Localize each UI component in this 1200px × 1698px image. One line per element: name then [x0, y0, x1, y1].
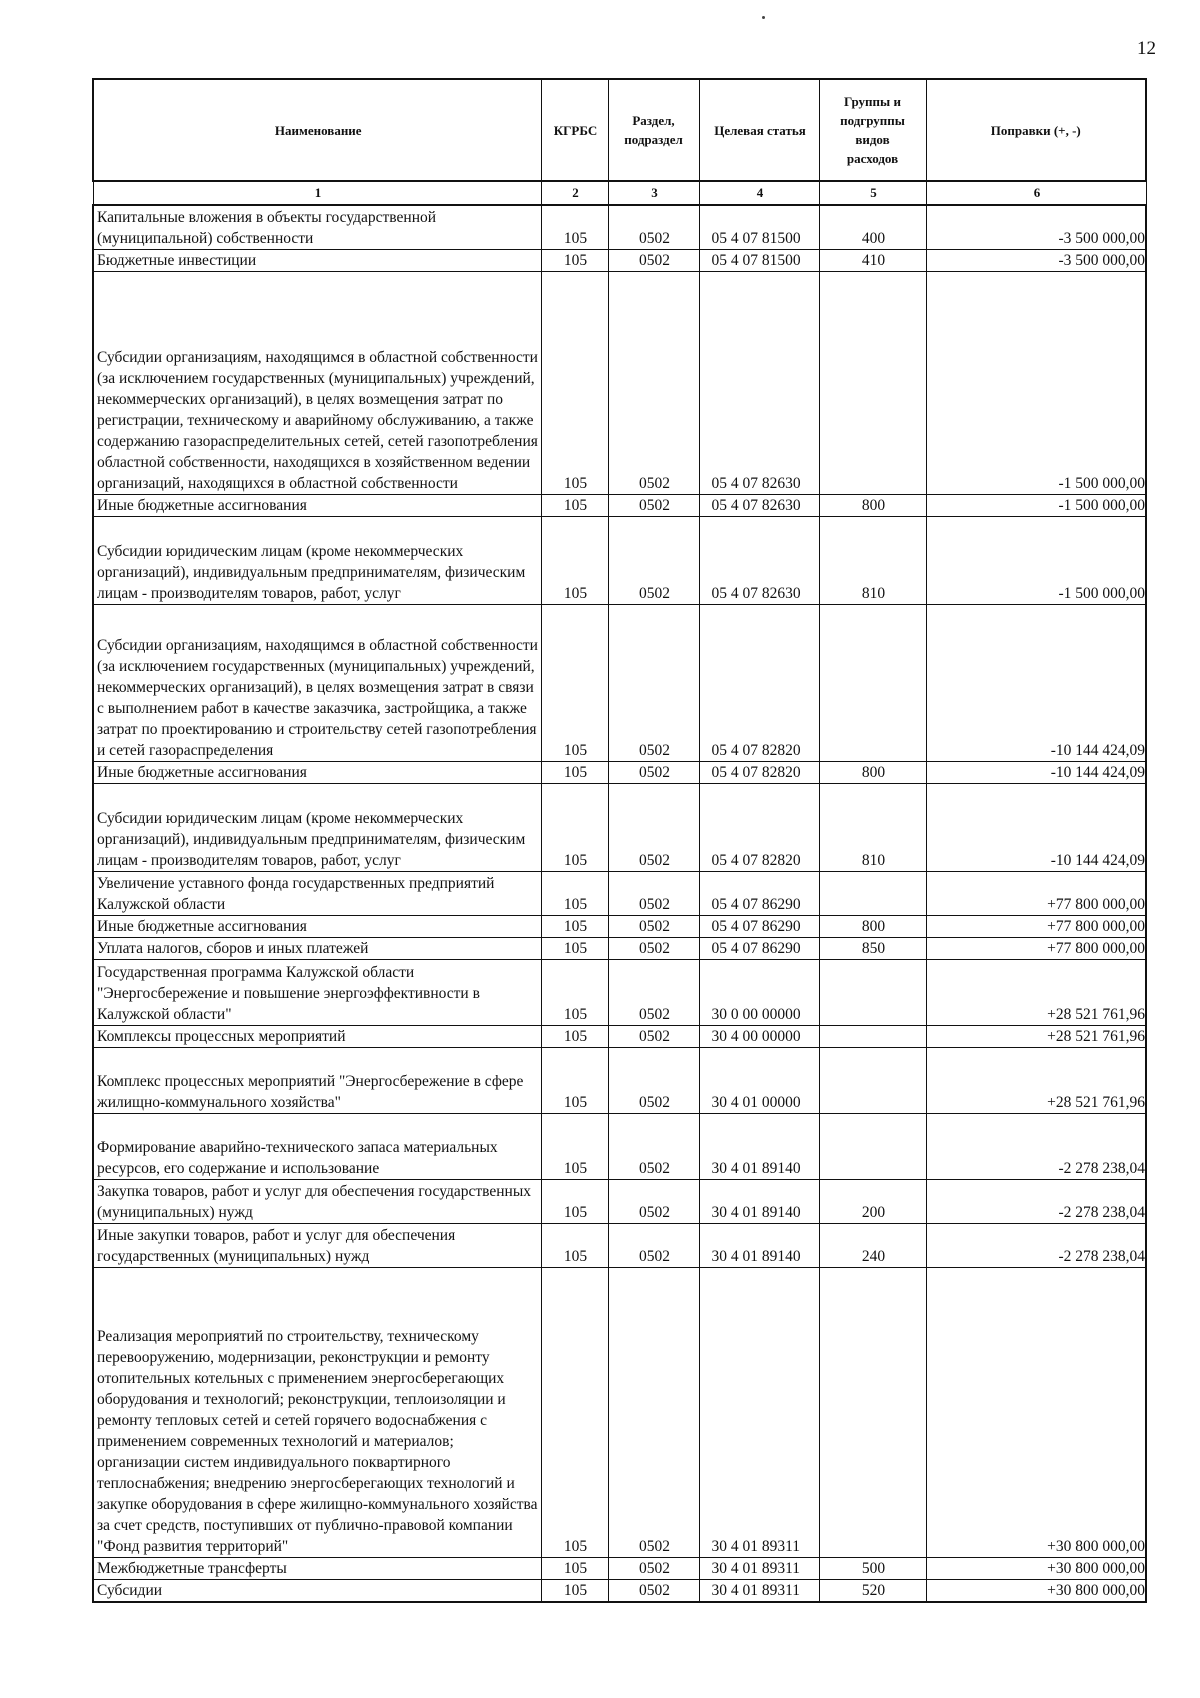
row-name: Капитальные вложения в объекты государственной (муниципальной) собственности: [93, 205, 541, 249]
row-name: Бюджетные инвестиции: [93, 249, 541, 271]
row-group: [819, 1025, 926, 1047]
column-number: 5: [819, 181, 926, 205]
row-target: 05 4 07 81500: [699, 205, 819, 249]
row-name: Иные закупки товаров, работ и услуг для обеспечения государственных (муниципальных) нужд: [93, 1223, 541, 1267]
row-section: 0502: [608, 783, 699, 871]
row-kgrbs: 105: [541, 1579, 608, 1602]
row-group: [819, 1113, 926, 1179]
table-row: [93, 604, 1146, 761]
row-section: 0502: [608, 937, 699, 959]
column-number: 2: [541, 181, 608, 205]
row-amount: -10 144 424,09: [926, 604, 1146, 761]
table-row: [93, 1113, 1146, 1179]
row-target: 05 4 07 82820: [699, 604, 819, 761]
row-name: Субсидии организациям, находящимся в областной собственности (за исключением государственных (муниципальных) учреждений, некоммерческих организаций), в целях возмещения затрат в связи с выполнением работ в качестве заказчика, застройщика, а также затрат по проектированию и строительству сетей газопотребления и сетей газораспределения: [93, 604, 541, 761]
row-section: 0502: [608, 1579, 699, 1602]
row-group: 520: [819, 1579, 926, 1602]
row-section: 0502: [608, 1179, 699, 1223]
table-row: [93, 494, 1146, 516]
table-row: [93, 871, 1146, 915]
table-row: [93, 1223, 1146, 1267]
row-kgrbs: 105: [541, 494, 608, 516]
table-row: [93, 205, 1146, 249]
row-group: 200: [819, 1179, 926, 1223]
header-target: Целевая статья: [699, 79, 819, 181]
header-amount: Поправки (+, -): [926, 79, 1146, 181]
row-kgrbs: 105: [541, 937, 608, 959]
row-section: 0502: [608, 915, 699, 937]
header-group: Группы и подгруппы видов расходов: [819, 79, 926, 181]
row-group: 800: [819, 915, 926, 937]
row-target: 30 4 01 89311: [699, 1557, 819, 1579]
row-target: 05 4 07 86290: [699, 871, 819, 915]
row-section: 0502: [608, 1025, 699, 1047]
column-number: 1: [93, 181, 541, 205]
budget-table: [92, 78, 1147, 1603]
row-name: Межбюджетные трансферты: [93, 1557, 541, 1579]
row-group: 810: [819, 516, 926, 604]
row-target: 05 4 07 86290: [699, 915, 819, 937]
row-kgrbs: 105: [541, 604, 608, 761]
row-kgrbs: 105: [541, 1025, 608, 1047]
row-group: [819, 1267, 926, 1557]
table-row: [93, 1179, 1146, 1223]
row-name: Иные бюджетные ассигнования: [93, 761, 541, 783]
row-name: Закупка товаров, работ и услуг для обеспечения государственных (муниципальных) нужд: [93, 1179, 541, 1223]
row-amount: -1 500 000,00: [926, 516, 1146, 604]
row-section: 0502: [608, 1223, 699, 1267]
scan-dot: [762, 16, 765, 19]
row-kgrbs: 105: [541, 783, 608, 871]
column-number: 6: [926, 181, 1146, 205]
row-group: [819, 604, 926, 761]
row-amount: +28 521 761,96: [926, 959, 1146, 1025]
table-row: [93, 761, 1146, 783]
row-section: 0502: [608, 604, 699, 761]
row-amount: +30 800 000,00: [926, 1557, 1146, 1579]
row-kgrbs: 105: [541, 205, 608, 249]
row-name: Государственная программа Калужской области "Энергосбережение и повышение энергоэффективности в Калужской области": [93, 959, 541, 1025]
row-target: 05 4 07 82820: [699, 783, 819, 871]
row-kgrbs: 105: [541, 1267, 608, 1557]
page-number: 12: [1137, 38, 1156, 59]
row-section: 0502: [608, 1557, 699, 1579]
row-target: 30 4 01 89140: [699, 1179, 819, 1223]
table-row: [93, 1267, 1146, 1557]
row-section: 0502: [608, 494, 699, 516]
column-number: 4: [699, 181, 819, 205]
row-amount: -3 500 000,00: [926, 249, 1146, 271]
row-amount: -10 144 424,09: [926, 761, 1146, 783]
row-amount: -10 144 424,09: [926, 783, 1146, 871]
column-number: 3: [608, 181, 699, 205]
table-row: [93, 1025, 1146, 1047]
row-section: 0502: [608, 271, 699, 494]
row-group: [819, 271, 926, 494]
row-amount: -1 500 000,00: [926, 271, 1146, 494]
row-target: 30 4 00 00000: [699, 1025, 819, 1047]
row-name: Комплексы процессных мероприятий: [93, 1025, 541, 1047]
row-kgrbs: 105: [541, 271, 608, 494]
row-section: 0502: [608, 1267, 699, 1557]
row-group: [819, 871, 926, 915]
row-name: Иные бюджетные ассигнования: [93, 494, 541, 516]
row-name: Формирование аварийно-технического запаса материальных ресурсов, его содержание и использование: [93, 1113, 541, 1179]
row-kgrbs: 105: [541, 1047, 608, 1113]
table-row: [93, 516, 1146, 604]
row-target: 30 0 00 00000: [699, 959, 819, 1025]
column-number-row: [93, 181, 1146, 205]
row-amount: +77 800 000,00: [926, 915, 1146, 937]
row-kgrbs: 105: [541, 1179, 608, 1223]
row-amount: -2 278 238,04: [926, 1179, 1146, 1223]
table-row: [93, 249, 1146, 271]
row-group: 240: [819, 1223, 926, 1267]
row-section: 0502: [608, 249, 699, 271]
row-kgrbs: 105: [541, 249, 608, 271]
row-target: 05 4 07 81500: [699, 249, 819, 271]
row-name: Увеличение уставного фонда государственных предприятий Калужской области: [93, 871, 541, 915]
row-amount: +77 800 000,00: [926, 937, 1146, 959]
row-kgrbs: 105: [541, 1557, 608, 1579]
table-row: [93, 915, 1146, 937]
row-group: [819, 1047, 926, 1113]
row-group: [819, 959, 926, 1025]
table-row: [93, 1557, 1146, 1579]
row-amount: +30 800 000,00: [926, 1267, 1146, 1557]
row-amount: -1 500 000,00: [926, 494, 1146, 516]
header-section: Раздел, подраздел: [608, 79, 699, 181]
row-target: 30 4 01 89140: [699, 1113, 819, 1179]
row-name: Субсидии юридическим лицам (кроме некоммерческих организаций), индивидуальным предпринимателям, физическим лицам - производителям товаров, работ, услуг: [93, 783, 541, 871]
row-amount: -3 500 000,00: [926, 205, 1146, 249]
row-group: 850: [819, 937, 926, 959]
row-name: Комплекс процессных мероприятий "Энергосбережение в сфере жилищно-коммунального хозяйства": [93, 1047, 541, 1113]
row-target: 30 4 01 00000: [699, 1047, 819, 1113]
row-target: 05 4 07 82630: [699, 271, 819, 494]
row-name: Субсидии: [93, 1579, 541, 1602]
table-row: [93, 271, 1146, 494]
table-row: [93, 1047, 1146, 1113]
row-amount: -2 278 238,04: [926, 1223, 1146, 1267]
header-row: [93, 79, 1146, 181]
row-target: 05 4 07 82630: [699, 516, 819, 604]
row-target: 30 4 01 89140: [699, 1223, 819, 1267]
row-group: 800: [819, 761, 926, 783]
row-name: Субсидии юридическим лицам (кроме некоммерческих организаций), индивидуальным предпринимателям, физическим лицам - производителям товаров, работ, услуг: [93, 516, 541, 604]
row-group: 810: [819, 783, 926, 871]
row-name: Реализация мероприятий по строительству, техническому перевооружению, модернизации, реконструкции и ремонту отопительных котельных с применением энергосберегающих оборудования и технологий; реконструкции, теплоизоляции и ремонту тепловых сетей и сетей горячего водоснабжения с применением современных технологий и материалов; организации систем индивидуального поквартирного теплоснабжения; внедрению энергосберегающих технологий и закупке оборудования в сфере жилищно-коммунального хозяйства за счет средств, поступивших от публично-правовой компании "Фонд развития территорий": [93, 1267, 541, 1557]
row-target: 05 4 07 82820: [699, 761, 819, 783]
table-row: [93, 1579, 1146, 1602]
table-row: [93, 937, 1146, 959]
row-section: 0502: [608, 959, 699, 1025]
row-amount: +28 521 761,96: [926, 1047, 1146, 1113]
row-kgrbs: 105: [541, 959, 608, 1025]
row-name: Иные бюджетные ассигнования: [93, 915, 541, 937]
header-kgrbs: КГРБС: [541, 79, 608, 181]
row-section: 0502: [608, 516, 699, 604]
row-name: Субсидии организациям, находящимся в областной собственности (за исключением государственных (муниципальных) учреждений, некоммерческих организаций), в целях возмещения затрат по регистрации, техническому и аварийному обслуживанию, а также содержанию газораспределительных сетей, сетей газопотребления областной собственности, находящихся в хозяйственном ведении организаций, находящихся в областной собственности: [93, 271, 541, 494]
row-group: 500: [819, 1557, 926, 1579]
row-section: 0502: [608, 1047, 699, 1113]
row-amount: +30 800 000,00: [926, 1579, 1146, 1602]
row-name: Уплата налогов, сборов и иных платежей: [93, 937, 541, 959]
row-kgrbs: 105: [541, 761, 608, 783]
row-target: 05 4 07 82630: [699, 494, 819, 516]
row-target: 30 4 01 89311: [699, 1579, 819, 1602]
row-group: 410: [819, 249, 926, 271]
header-name: Наименование: [93, 79, 541, 181]
row-group: 800: [819, 494, 926, 516]
row-amount: -2 278 238,04: [926, 1113, 1146, 1179]
row-target: 30 4 01 89311: [699, 1267, 819, 1557]
row-group: 400: [819, 205, 926, 249]
row-kgrbs: 105: [541, 1223, 608, 1267]
row-amount: +28 521 761,96: [926, 1025, 1146, 1047]
row-section: 0502: [608, 761, 699, 783]
row-kgrbs: 105: [541, 871, 608, 915]
row-target: 05 4 07 86290: [699, 937, 819, 959]
table-row: [93, 959, 1146, 1025]
row-kgrbs: 105: [541, 915, 608, 937]
row-kgrbs: 105: [541, 516, 608, 604]
table-row: [93, 783, 1146, 871]
row-amount: +77 800 000,00: [926, 871, 1146, 915]
row-kgrbs: 105: [541, 1113, 608, 1179]
row-section: 0502: [608, 205, 699, 249]
row-section: 0502: [608, 1113, 699, 1179]
row-section: 0502: [608, 871, 699, 915]
